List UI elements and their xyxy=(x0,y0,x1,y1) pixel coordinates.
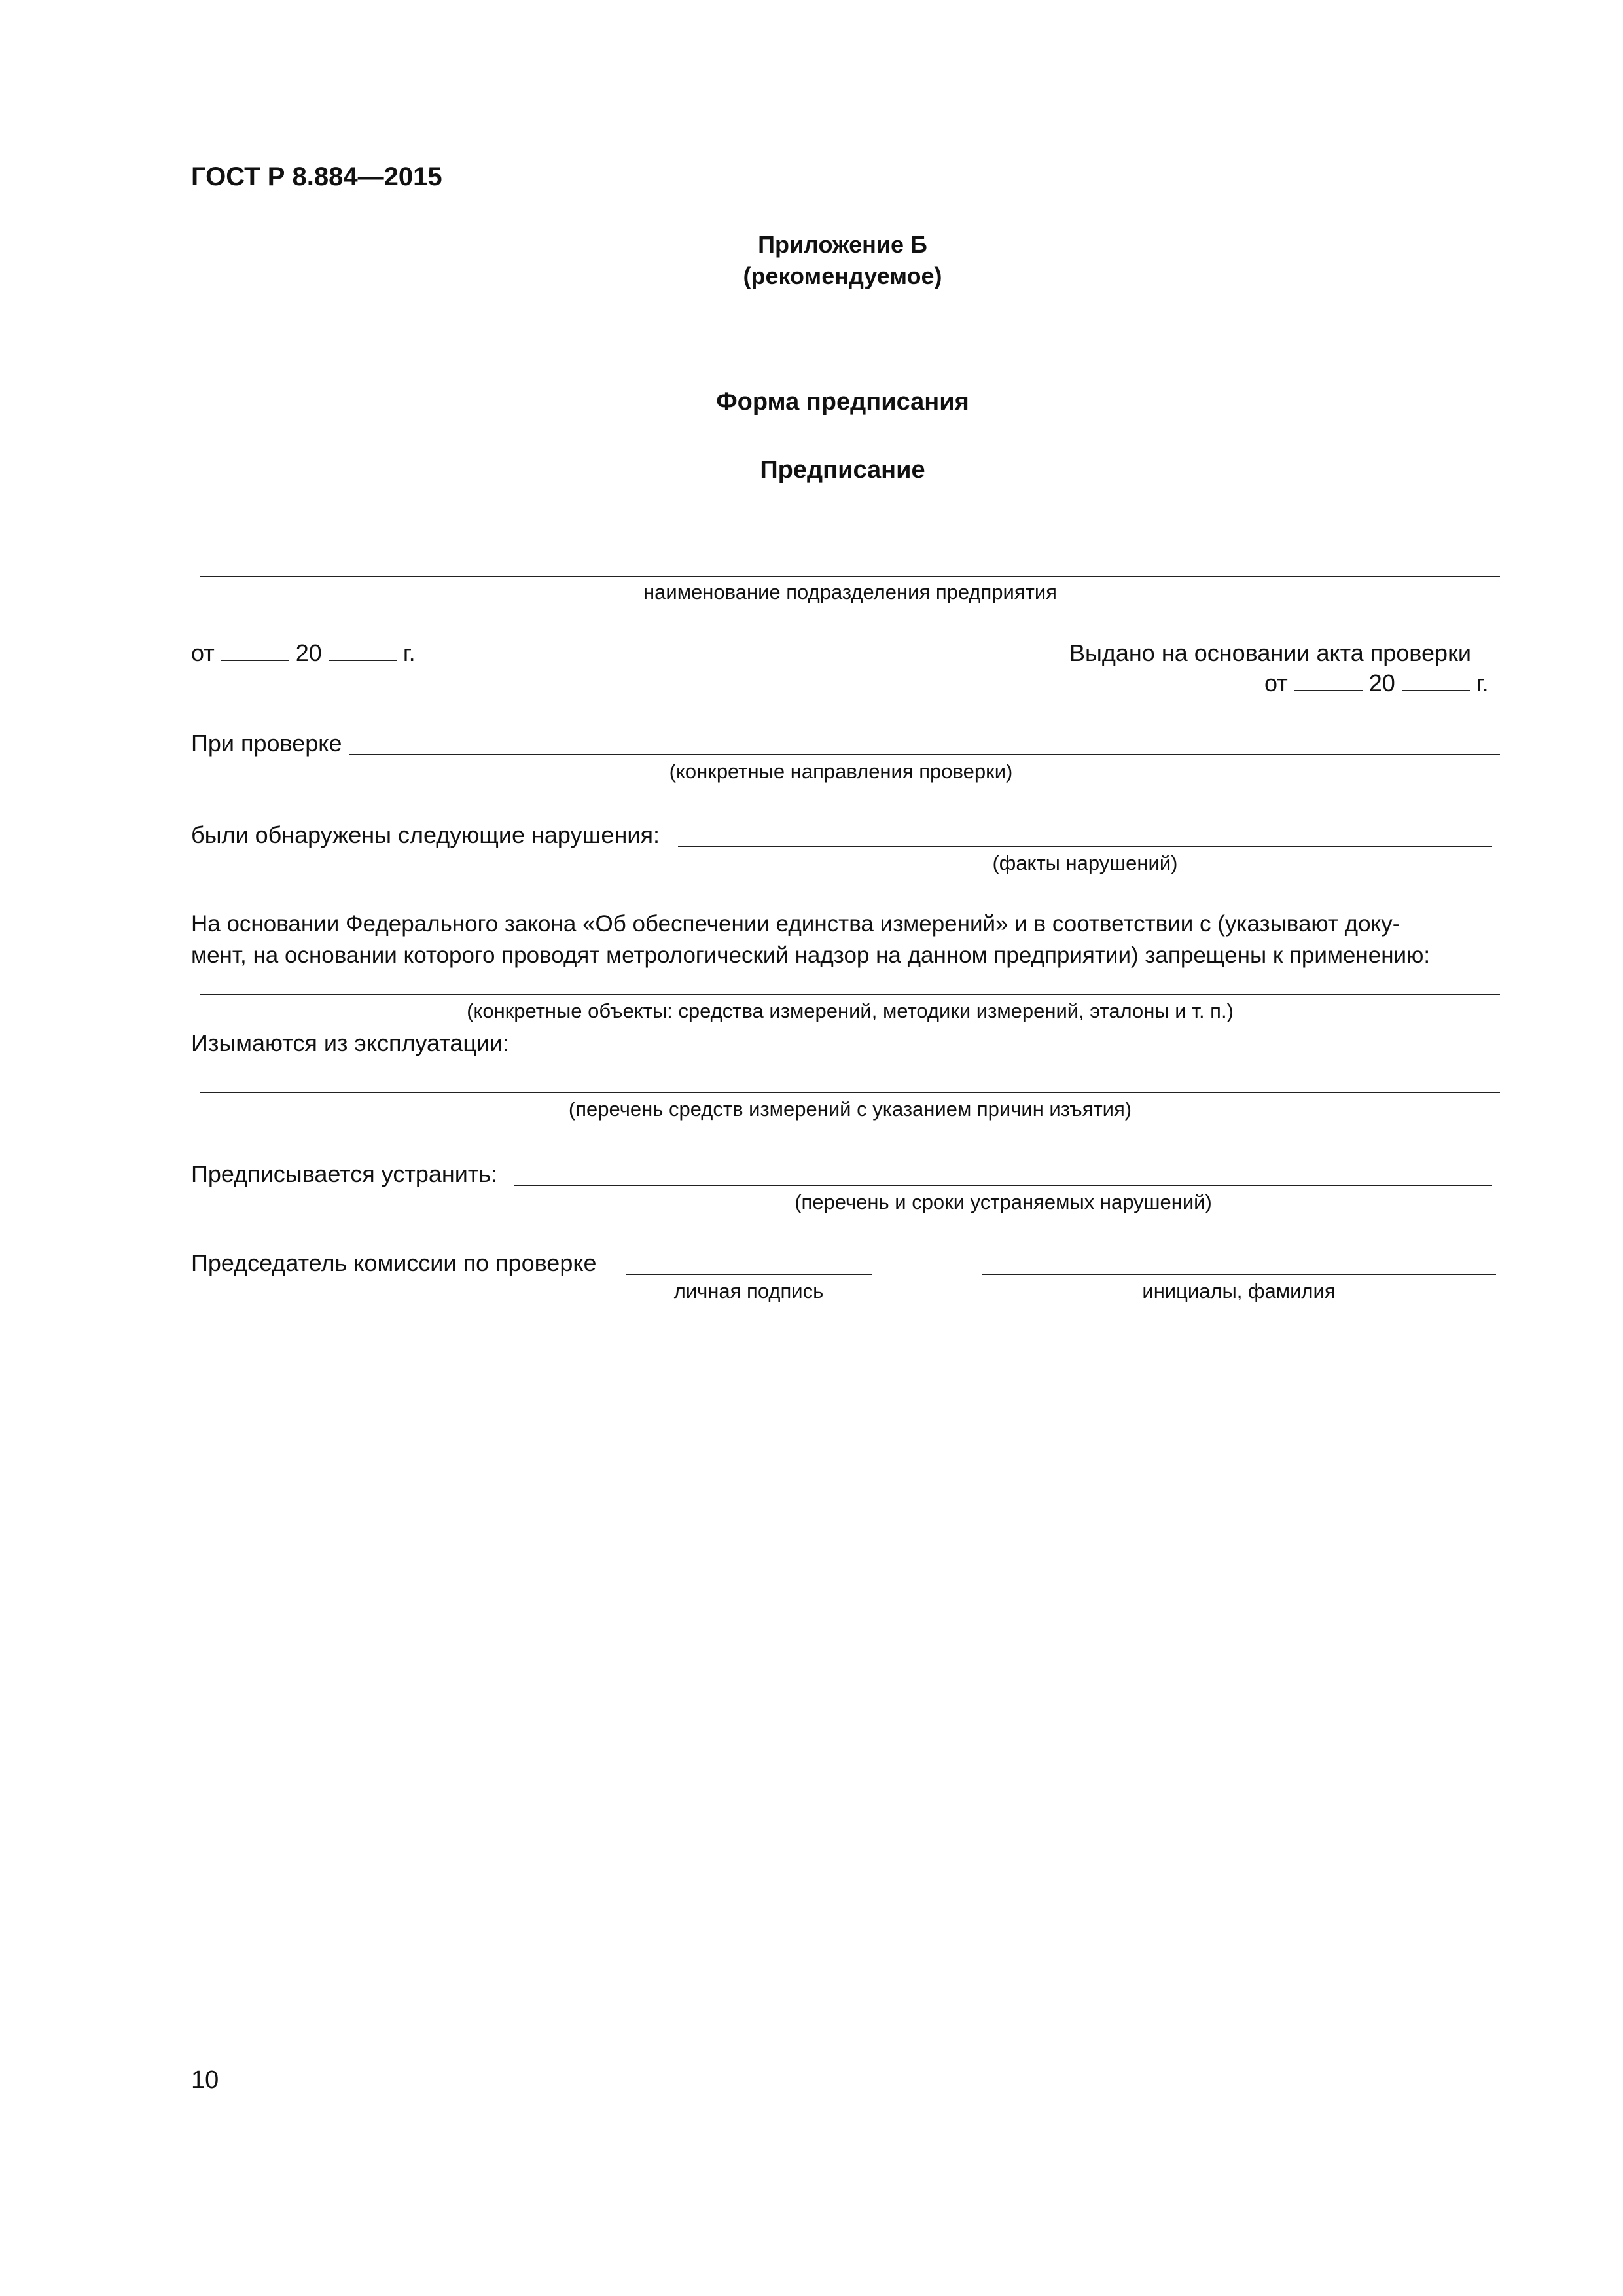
prescribed-line[interactable] xyxy=(514,1185,1492,1186)
form-title: Форма предписания xyxy=(716,388,969,416)
withdrawn-label: Изымаются из эксплуатации: xyxy=(191,1030,510,1056)
issued-date-field xyxy=(1264,669,1489,698)
unit-name-line[interactable] xyxy=(200,576,1500,577)
prohibited-objects-caption: (конкретные объекты: средства измерений, методики измерений, эталоны и т. п.) xyxy=(467,999,1234,1022)
withdrawn-line[interactable] xyxy=(200,1092,1500,1093)
signature-line[interactable] xyxy=(626,1274,872,1275)
chairman-label: Председатель комиссии по проверке xyxy=(191,1249,597,1276)
appendix-title: Приложение Б xyxy=(758,231,927,258)
prescribed-label: Предписывается устранить: xyxy=(191,1160,498,1187)
issued-date-suffix: г. xyxy=(1476,670,1489,696)
issued-date-prefix: от xyxy=(1264,670,1288,696)
issued-date-day-blank[interactable] xyxy=(1294,670,1363,691)
basis-text-line-1: На основании Федерального закона «Об обеспечении единства измерений» и в соответствии с (указывают доку- xyxy=(191,911,1400,937)
appendix-subtitle: (рекомендуемое) xyxy=(743,262,942,289)
issued-date-year-prefix: 20 xyxy=(1368,670,1395,696)
inspection-label: При проверке xyxy=(191,730,342,757)
withdrawn-caption: (перечень средств измерений с указанием причин изъятия) xyxy=(568,1098,1132,1121)
date-field xyxy=(191,639,416,668)
date-year-blank[interactable] xyxy=(329,640,397,661)
basis-text-line-2: мент, на основании которого проводят метрологический надзор на данном предприятии) запрещены к применению: xyxy=(191,942,1431,968)
document-title: Предписание xyxy=(760,456,925,484)
date-day-blank[interactable] xyxy=(221,640,289,661)
violations-label: были обнаружены следующие нарушения: xyxy=(191,821,660,848)
violations-line[interactable] xyxy=(678,846,1492,847)
name-caption: инициалы, фамилия xyxy=(1142,1280,1336,1302)
signature-caption: личная подпись xyxy=(673,1280,824,1302)
page-number: 10 xyxy=(191,2066,219,2094)
prescribed-caption: (перечень и сроки устраняемых нарушений) xyxy=(794,1191,1212,1213)
date-prefix: от xyxy=(191,639,215,666)
issued-basis-label: Выдано на основании акта проверки xyxy=(1069,639,1471,666)
inspection-line[interactable] xyxy=(349,754,1500,755)
prohibited-objects-line[interactable] xyxy=(200,994,1500,995)
date-year-prefix: 20 xyxy=(295,639,322,666)
issued-date-year-blank[interactable] xyxy=(1402,670,1470,691)
date-suffix: г. xyxy=(402,639,416,666)
unit-name-caption: наименование подразделения предприятия xyxy=(643,581,1057,603)
name-line[interactable] xyxy=(982,1274,1496,1275)
violations-caption: (факты нарушений) xyxy=(992,852,1178,874)
inspection-caption: (конкретные направления проверки) xyxy=(669,760,1013,783)
document-number: ГОСТ Р 8.884—2015 xyxy=(191,162,442,191)
